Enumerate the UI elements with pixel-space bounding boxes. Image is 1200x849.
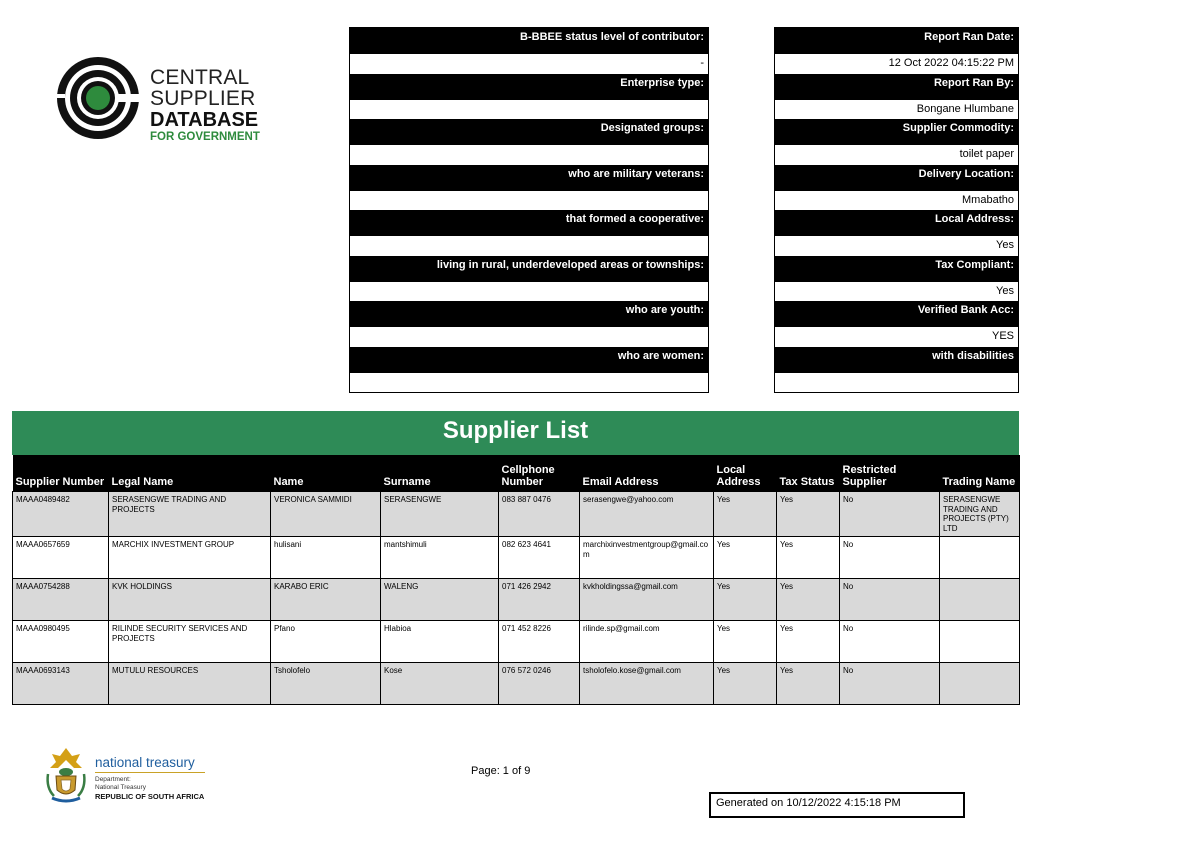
panel-value: YES — [775, 327, 1018, 347]
cell-restricted: No — [840, 663, 940, 705]
cell-supplier-number: MAAA0754288 — [13, 579, 109, 621]
treasury-divider — [95, 772, 205, 773]
cell-surname: WALENG — [381, 579, 499, 621]
cell-legal-name: RILINDE SECURITY SERVICES AND PROJECTS — [109, 621, 271, 663]
supplier-table — [12, 455, 1020, 705]
cell-name: hulisani — [271, 537, 381, 579]
cell-legal-name: MARCHIX INVESTMENT GROUP — [109, 537, 271, 579]
generated-timestamp: Generated on 10/12/2022 4:15:18 PM — [709, 792, 965, 818]
cell-name: Pfano — [271, 621, 381, 663]
cell-supplier-number: MAAA0980495 — [13, 621, 109, 663]
cell-name: KARABO ERIC — [271, 579, 381, 621]
panel-value: Yes — [775, 236, 1018, 256]
panel-label: who are military veterans: — [350, 165, 708, 191]
column-header: Tax Status — [777, 455, 840, 492]
panel-value: Mmabatho — [775, 191, 1018, 211]
column-header: Local Address — [714, 455, 777, 492]
supplier-list-title: Supplier List — [12, 411, 1019, 455]
cell-trading-name — [940, 579, 1020, 621]
panel-label: who are youth: — [350, 301, 708, 327]
panel-value — [350, 373, 708, 393]
panel-label: Supplier Commodity: — [775, 119, 1018, 145]
panel-label: who are women: — [350, 347, 708, 373]
cell-name: VERONICA SAMMIDI — [271, 492, 381, 537]
column-header: Email Address — [580, 455, 714, 492]
column-header: Restricted Supplier — [840, 455, 940, 492]
cell-email: marchixinvestmentgroup@gmail.com — [580, 537, 714, 579]
panel-value — [350, 327, 708, 347]
cell-cellphone: 071 452 8226 — [499, 621, 580, 663]
table-row — [13, 663, 1020, 705]
panel-label: Designated groups: — [350, 119, 708, 145]
treasury-title: national treasury — [95, 755, 195, 770]
panel-label: living in rural, underdeveloped areas or townships: — [350, 256, 708, 282]
cell-supplier-number: MAAA0657659 — [13, 537, 109, 579]
cell-tax-status: Yes — [777, 579, 840, 621]
cell-surname: Kose — [381, 663, 499, 705]
panel-label: Enterprise type: — [350, 74, 708, 100]
logo-line-3: FOR GOVERNMENT — [150, 131, 260, 143]
column-header: Trading Name — [940, 455, 1020, 492]
treasury-dept-name: National Treasury — [95, 783, 146, 791]
table-row — [13, 537, 1020, 579]
panel-value — [350, 191, 708, 211]
cell-tax-status: Yes — [777, 492, 840, 537]
panel-label: Report Ran By: — [775, 74, 1018, 100]
cell-legal-name: KVK HOLDINGS — [109, 579, 271, 621]
cell-restricted: No — [840, 537, 940, 579]
csd-logo — [55, 55, 345, 145]
treasury-department — [95, 776, 146, 791]
table-header-row — [13, 455, 1020, 492]
panel-label: that formed a cooperative: — [350, 210, 708, 236]
panel-value — [350, 282, 708, 302]
cell-email: kvkholdingssa@gmail.com — [580, 579, 714, 621]
cell-tax-status: Yes — [777, 537, 840, 579]
national-treasury-logo — [42, 746, 212, 806]
report-panel — [774, 27, 1019, 393]
panel-label: Report Ran Date: — [775, 28, 1018, 54]
cell-legal-name: SERASENGWE TRADING AND PROJECTS — [109, 492, 271, 537]
cell-trading-name: SERASENGWE TRADING AND PROJECTS (PTY) LTD — [940, 492, 1020, 537]
panel-value: - — [350, 54, 708, 74]
column-header: Supplier Number — [13, 455, 109, 492]
panel-value: Bongane Hlumbane — [775, 100, 1018, 120]
cell-tax-status: Yes — [777, 663, 840, 705]
cell-surname: SERASENGWE — [381, 492, 499, 537]
cell-name: Tsholofelo — [271, 663, 381, 705]
cell-supplier-number: MAAA0693143 — [13, 663, 109, 705]
treasury-dept-label: Department: — [95, 776, 131, 783]
coat-of-arms-icon — [42, 746, 90, 806]
csd-concentric-circle-logo-icon — [55, 55, 141, 141]
cell-cellphone: 076 572 0246 — [499, 663, 580, 705]
treasury-country: REPUBLIC OF SOUTH AFRICA — [95, 792, 205, 801]
cell-local-address: Yes — [714, 663, 777, 705]
cell-legal-name: MUTULU RESOURCES — [109, 663, 271, 705]
logo-line-2: DATABASE — [150, 109, 259, 131]
cell-supplier-number: MAAA0489482 — [13, 492, 109, 537]
panel-value — [350, 145, 708, 165]
cell-cellphone: 083 887 0476 — [499, 492, 580, 537]
cell-email: tsholofelo.kose@gmail.com — [580, 663, 714, 705]
table-row — [13, 621, 1020, 663]
panel-label: Tax Compliant: — [775, 256, 1018, 282]
cell-trading-name — [940, 537, 1020, 579]
cell-surname: Hlabioa — [381, 621, 499, 663]
cell-cellphone: 082 623 4641 — [499, 537, 580, 579]
cell-tax-status: Yes — [777, 621, 840, 663]
panel-value — [350, 100, 708, 120]
column-header: Legal Name — [109, 455, 271, 492]
panel-value: toilet paper — [775, 145, 1018, 165]
cell-email: serasengwe@yahoo.com — [580, 492, 714, 537]
cell-trading-name — [940, 663, 1020, 705]
cell-restricted: No — [840, 492, 940, 537]
cell-local-address: Yes — [714, 621, 777, 663]
panel-value — [775, 373, 1018, 393]
panel-label: Verified Bank Acc: — [775, 301, 1018, 327]
cell-restricted: No — [840, 579, 940, 621]
panel-label: Local Address: — [775, 210, 1018, 236]
panel-value: 12 Oct 2022 04:15:22 PM — [775, 54, 1018, 74]
cell-email: rilinde.sp@gmail.com — [580, 621, 714, 663]
cell-trading-name — [940, 621, 1020, 663]
cell-local-address: Yes — [714, 537, 777, 579]
page-number: Page: 1 of 9 — [471, 765, 531, 777]
panel-label: Delivery Location: — [775, 165, 1018, 191]
table-row — [13, 579, 1020, 621]
table-row — [13, 492, 1020, 537]
cell-local-address: Yes — [714, 492, 777, 537]
column-header: Cellphone Number — [499, 455, 580, 492]
panel-value — [350, 236, 708, 256]
logo-line-1: CENTRAL SUPPLIER — [150, 66, 256, 110]
panel-label: B-BBEE status level of contributor: — [350, 28, 708, 54]
contributor-panel — [349, 27, 709, 393]
cell-cellphone: 071 426 2942 — [499, 579, 580, 621]
panel-value: Yes — [775, 282, 1018, 302]
panel-label: with disabilities — [775, 347, 1018, 373]
cell-local-address: Yes — [714, 579, 777, 621]
cell-surname: mantshimuli — [381, 537, 499, 579]
cell-restricted: No — [840, 621, 940, 663]
column-header: Surname — [381, 455, 499, 492]
column-header: Name — [271, 455, 381, 492]
